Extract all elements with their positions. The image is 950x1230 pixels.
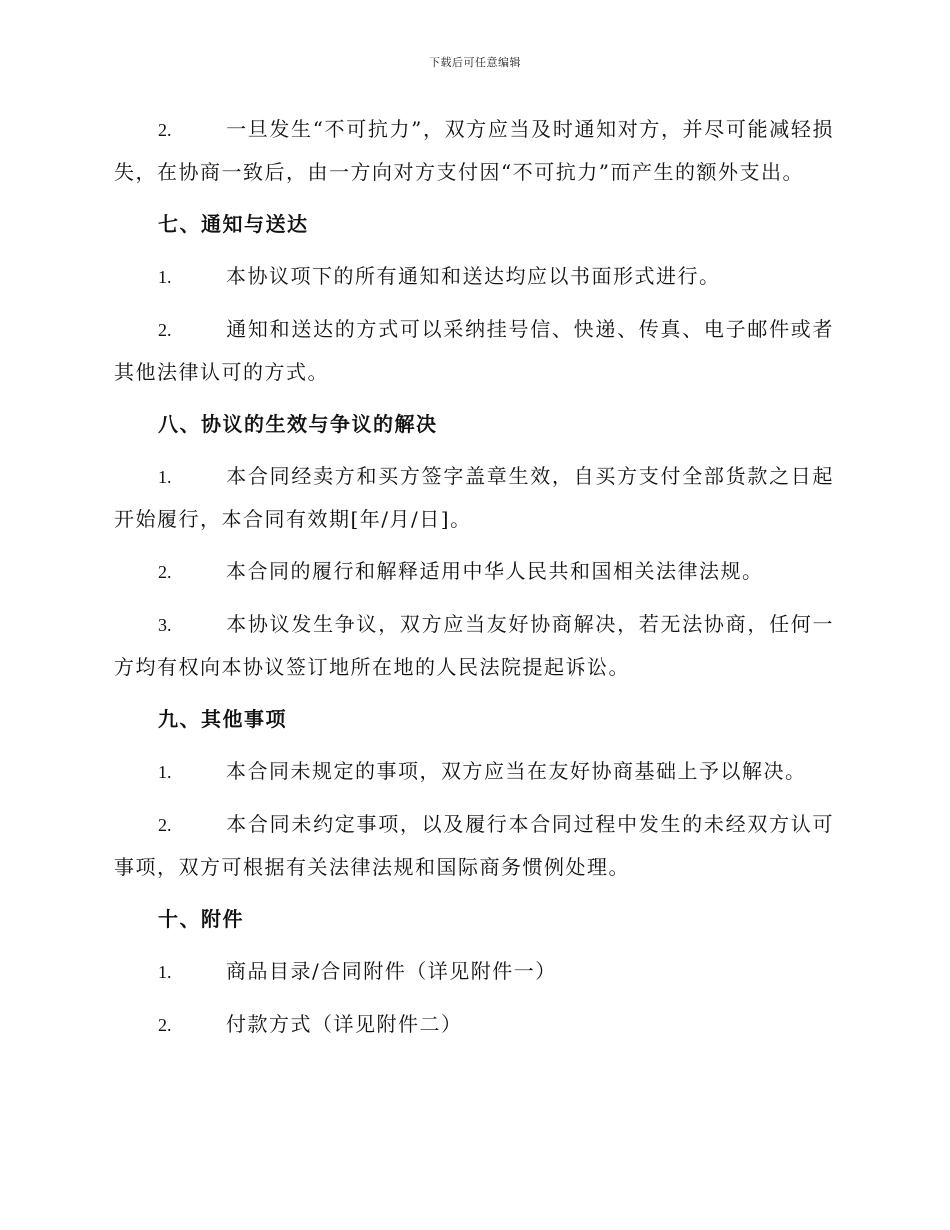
clause-8-2 — [114, 550, 834, 593]
clause-number: 2. — [158, 320, 172, 340]
clause-8-1 — [114, 455, 834, 540]
clause-number: 2. — [158, 120, 172, 140]
clause-text: 一旦发生“不可抗力”，双方应当及时通知对方，并尽可能减轻损失，在协商一致后，由一方向对方支付因“不可抗力”而产生的额外支出。 — [114, 117, 834, 184]
section-heading-10: 十、附件 — [158, 907, 244, 931]
clause-text: 本合同未规定的事项，双方应当在友好协商基础上予以解决。 — [226, 759, 807, 783]
clause-number: 2. — [158, 562, 172, 582]
clause-number: 1. — [158, 267, 172, 287]
clause-8-3 — [114, 603, 834, 688]
clause-9-2 — [114, 803, 834, 888]
clause-10-2 — [114, 1003, 834, 1046]
clause-text: 本协议发生争议，双方应当友好协商解决，若无法协商，任何一方均有权向本协议签订地所在地的人民法院提起诉讼。 — [114, 612, 834, 679]
clause-text: 商品目录/合同附件（详见附件一） — [226, 959, 557, 983]
clause-number: 1. — [158, 962, 172, 982]
clause-6-2 — [114, 108, 834, 193]
clause-text: 本协议项下的所有通知和送达均应以书面形式进行。 — [226, 264, 721, 288]
clause-text: 本合同经卖方和买方签字盖章生效，自买方支付全部货款之日起开始履行，本合同有效期[年/月/日]。 — [114, 464, 834, 531]
clause-number: 2. — [158, 815, 172, 835]
clause-text: 本合同未约定事项，以及履行本合同过程中发生的未经双方认可事项，双方可根据有关法律法规和国际商务惯例处理。 — [114, 812, 834, 879]
clause-text: 本合同的履行和解释适用中华人民共和国相关法律法规。 — [226, 559, 764, 583]
clause-number: 2. — [158, 1015, 172, 1035]
clause-number: 1. — [158, 467, 172, 487]
section-heading-9: 九、其他事项 — [158, 707, 287, 731]
clause-9-1 — [114, 750, 834, 793]
document-body — [114, 108, 834, 1056]
section-heading-7: 七、通知与送达 — [158, 212, 309, 236]
header-note: 下载后可任意编辑 — [429, 56, 521, 69]
clause-number: 1. — [158, 762, 172, 782]
section-heading-8: 八、协议的生效与争议的解决 — [158, 412, 438, 436]
clause-7-2 — [114, 308, 834, 393]
clause-text: 通知和送达的方式可以采纳挂号信、快递、传真、电子邮件或者其他法律认可的方式。 — [114, 317, 834, 384]
clause-7-1 — [114, 255, 834, 298]
clause-10-1 — [114, 950, 834, 993]
clause-text: 付款方式（详见附件二） — [226, 1012, 463, 1036]
clause-number: 3. — [158, 615, 172, 635]
